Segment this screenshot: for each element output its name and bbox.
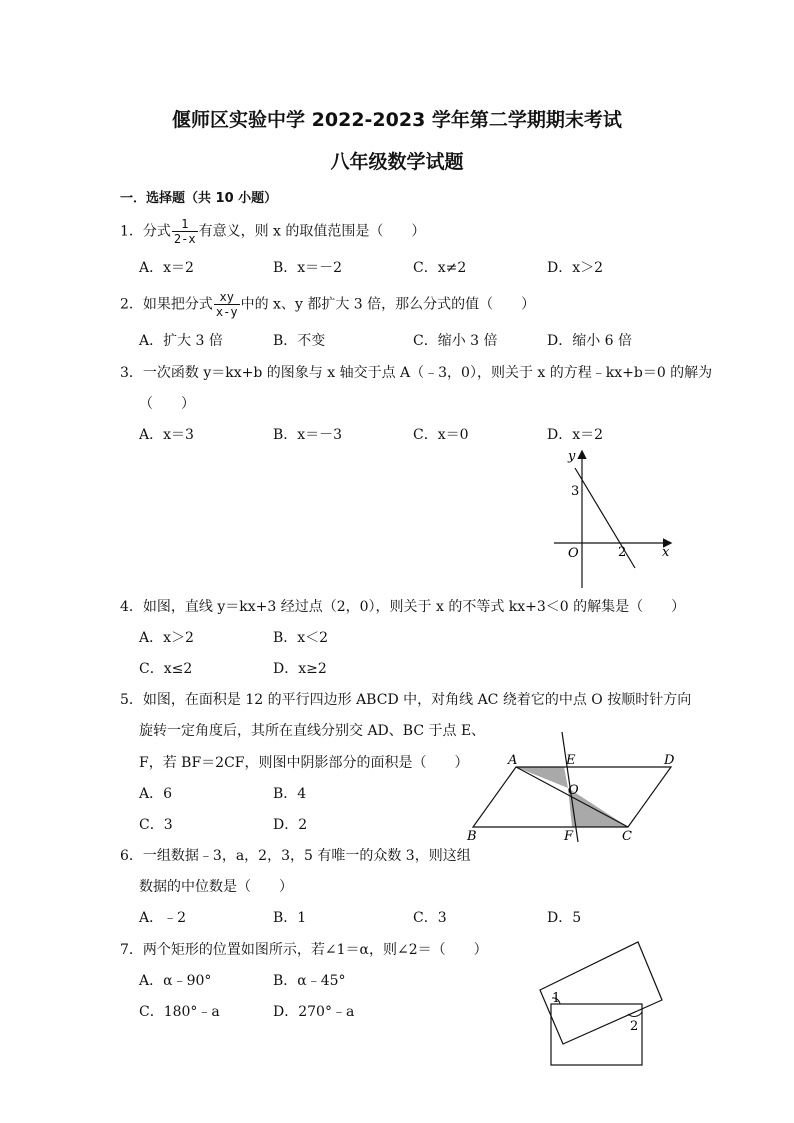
angle-1-label: 1	[552, 991, 561, 1006]
q4-option-d: D．x≥2	[273, 661, 327, 677]
q5-option-b: B．4	[273, 786, 307, 802]
q7-option-d: D．270°﹣a	[273, 1004, 355, 1020]
q3-line-2: （ ）	[139, 396, 195, 412]
question-1	[120, 217, 425, 246]
q2-option-c: C．缩小 3 倍	[413, 333, 498, 349]
question-2	[120, 290, 535, 319]
q2-option-a: A．扩大 3 倍	[139, 333, 223, 349]
q5-option-d: D．2	[273, 817, 308, 833]
q7-option-a: A．α﹣90°	[139, 973, 212, 989]
q1-option-c: C．x≠2	[413, 260, 467, 276]
q4-line-1: 4．如图，直线 y＝kx+3 经过点（2，0），则关于 x 的不等式 kx+3＜0 的解集是（ ）	[120, 599, 686, 615]
q6-option-b: B．1	[273, 910, 307, 926]
q3-option-b: B．x＝－3	[273, 427, 343, 443]
q1-frac-den: 2-x	[173, 232, 196, 246]
q6-option-c: C．3	[413, 910, 447, 926]
q4-graph	[548, 446, 676, 592]
q6-line-2: 数据的中位数是（ ）	[139, 879, 293, 895]
q3-option-a: A．x＝3	[139, 427, 194, 443]
q5-line-1: 5．如图，在面积是 12 的平行四边形 ABCD 中，对角线 AC 绕着它的中点 O 按顺时针方向	[120, 692, 692, 708]
label-b: B	[467, 829, 477, 844]
section-heading: 一．选择题（共 10 小题）	[120, 191, 278, 206]
q2-frac-num: xy	[214, 290, 240, 305]
q5-option-a: A．6	[139, 786, 173, 802]
q2-suffix: 中的 x、y 都扩大 3 倍，那么分式的值（ ）	[240, 296, 536, 313]
shaded-triangle-aoe	[516, 767, 568, 788]
y-axis-label: y	[568, 449, 576, 464]
q1-prefix: 1．分式	[120, 223, 171, 240]
label-f: F	[564, 829, 574, 844]
label-e: E	[566, 753, 576, 768]
q3-option-c: C．x＝0	[413, 427, 469, 443]
q7-option-b: B．α﹣45°	[273, 973, 346, 989]
q6-option-a: A．﹣2	[139, 910, 187, 926]
q4-option-a: A．x＞2	[139, 630, 194, 646]
q2-option-b: B．不变	[273, 333, 326, 349]
q7-line-1: 7．两个矩形的位置如图所示，若∠1＝α，则∠2＝（ ）	[120, 942, 488, 958]
q1-suffix: 有意义，则 x 的取值范围是（ ）	[198, 223, 426, 240]
label-o: O	[568, 783, 579, 798]
q3-line-1: 3．一次函数 y＝kx+b 的图象与 x 轴交于点 A（﹣3，0），则关于 x 的方程﹣kx+b＝0 的解为	[120, 365, 713, 381]
x-axis-label: x	[662, 545, 670, 560]
q1-option-a: A．x＝2	[139, 260, 194, 276]
q6-option-d: D．5	[547, 910, 582, 926]
q2-option-d: D．缩小 6 倍	[547, 333, 633, 349]
q2-frac-den: x-y	[215, 305, 238, 319]
q5-line-3: F，若 BF＝2CF，则图中阴影部分的面积是（ ）	[139, 755, 469, 771]
q1-frac-num: 1	[172, 217, 198, 232]
y-intercept-label: 3	[571, 484, 580, 499]
q7-option-c: C．180°﹣a	[139, 1004, 220, 1020]
q5-option-c: C．3	[139, 817, 173, 833]
x-intercept-label: 2	[618, 545, 627, 560]
label-d: D	[664, 753, 675, 768]
q3-option-d: D．x＝2	[547, 427, 604, 443]
q1-option-b: B．x＝－2	[273, 260, 343, 276]
q5-parallelogram-figure	[462, 728, 680, 846]
origin-label: O	[568, 546, 579, 561]
q1-option-d: D．x＞2	[547, 260, 604, 276]
q2-fraction	[214, 290, 240, 319]
angle-2-label: 2	[630, 1019, 639, 1034]
q7-rectangles-figure	[538, 938, 670, 1070]
lower-rectangle	[551, 1004, 642, 1065]
q6-line-1: 6．一组数据﹣3，a，2，3，5 有唯一的众数 3，则这组	[120, 848, 471, 864]
q4-option-b: B．x＜2	[273, 630, 329, 646]
label-a: A	[508, 753, 518, 768]
label-c: C	[622, 829, 632, 844]
q2-prefix: 2．如果把分式	[120, 296, 213, 313]
exam-title: 偃师区实验中学 2022-2023 学年第二学期期末考试	[172, 109, 622, 131]
exam-subtitle: 八年级数学试题	[330, 151, 464, 173]
q5-line-2: 旋转一定角度后，其所在直线分别交 AD、BC 于点 E、	[139, 723, 486, 739]
q4-option-c: C．x≤2	[139, 661, 193, 677]
q1-fraction	[172, 217, 198, 246]
